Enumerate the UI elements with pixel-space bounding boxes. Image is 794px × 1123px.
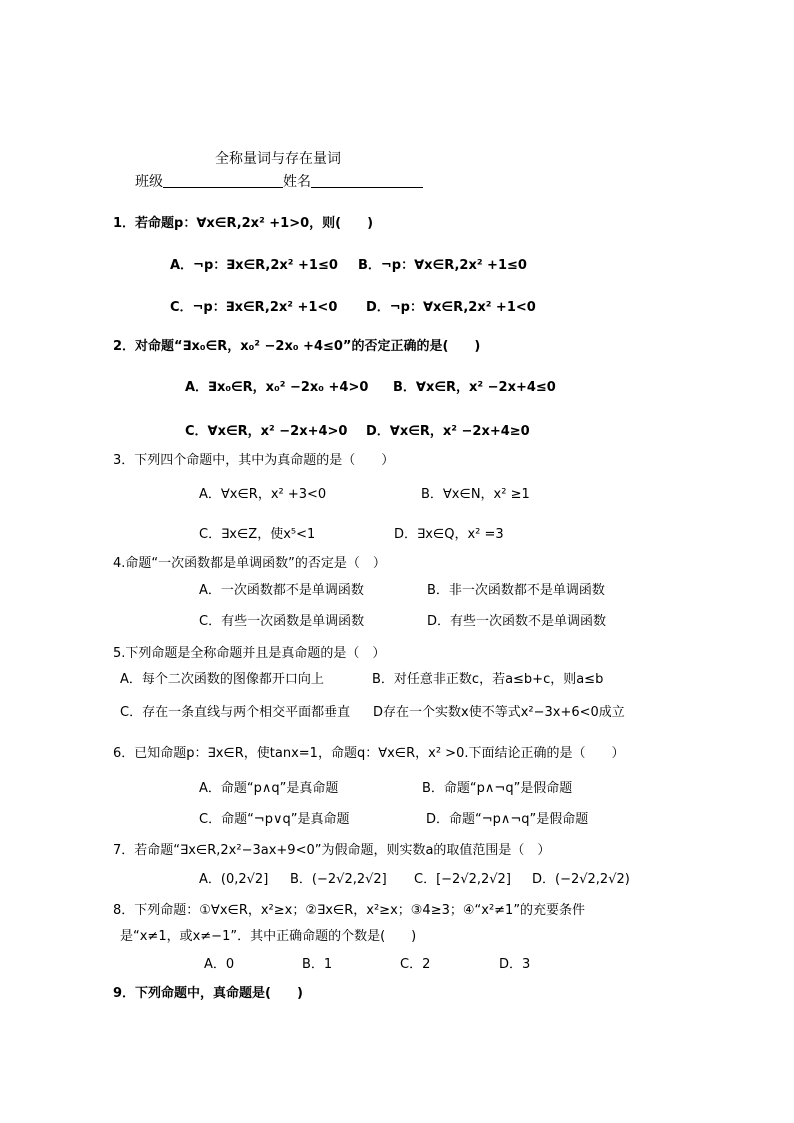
q1-option-b: B．¬p：∀x∈R,2x² +1≤0: [358, 258, 527, 273]
q6-option-a: A．命题“p∧q”是真命题: [199, 781, 339, 796]
q2-option-b: B．∀x∈R，x² −2x+4≤0: [393, 380, 556, 395]
q1-option-a: A．¬p：∃x∈R,2x² +1≤0: [170, 258, 338, 273]
q6-option-d: D．命题“¬p∧¬q”是假命题: [426, 812, 589, 827]
q5-option-b: B．对任意非正数c，若a≤b+c，则a≤b: [372, 672, 604, 687]
class-name-line: [135, 174, 423, 190]
q3-option-a: A．∀x∈R，x² +3<0: [199, 487, 327, 502]
q5-option-a: A．每个二次函数的图像都开口向上: [120, 672, 324, 687]
q1-option-c: C．¬p：∃x∈R,2x² +1<0: [170, 300, 338, 315]
q4-option-a: A．一次函数都不是单调函数: [199, 583, 364, 598]
q6-option-b: B．命题“p∧¬q”是假命题: [422, 781, 573, 796]
q2-stem: 2．对命题“∃x₀∈R，x₀² −2x₀ +4≤0”的否定正确的是( ): [113, 339, 481, 354]
q8-option-a: A．0: [204, 957, 235, 972]
q3-option-d: D．∃x∈Q，x² =3: [394, 527, 504, 542]
q2-option-d: D．∀x∈R，x² −2x+4≥0: [366, 424, 530, 439]
q1-stem: 1．若命题p：∀x∈R,2x² +1>0，则( ): [113, 216, 374, 231]
q7-option-c: C．[−2√2,2√2]: [414, 872, 511, 887]
q4-option-c: C．有些一次函数是单调函数: [199, 614, 365, 629]
q7-option-d: D．(−2√2,2√2): [532, 872, 630, 887]
class-label: 班级: [135, 174, 163, 190]
class-blank: [163, 175, 283, 188]
name-blank: [311, 175, 423, 188]
q5-stem: 5.下列命题是全称命题并且是真命题的是（ ）: [113, 646, 386, 661]
q6-stem: 6．已知命题p：∃x∈R，使tanx=1，命题q：∀x∈R，x² >0.下面结论正确的是（ ）: [113, 746, 625, 761]
q4-option-d: D．有些一次函数不是单调函数: [427, 614, 607, 629]
q8-option-d: D．3: [499, 957, 531, 972]
q7-option-a: A．(0,2√2]: [199, 872, 269, 887]
page-title: 全称量词与存在量词: [215, 151, 341, 167]
q8-stem: 8．下列命题：①∀x∈R，x²≥x；②∃x∈R，x²≥x；③4≥3；④“x²≠1”的充要条件: [113, 903, 586, 918]
q8-stem-continuation: 是“x≠1，或x≠−1”．其中正确命题的个数是( ): [120, 929, 417, 944]
q4-option-b: B．非一次函数都不是单调函数: [427, 583, 605, 598]
q3-option-b: B．∀x∈N，x² ≥1: [421, 487, 530, 502]
q8-option-c: C．2: [400, 957, 431, 972]
q5-option-d: D存在一个实数x使不等式x²−3x+6<0成立: [373, 705, 625, 720]
name-label: 姓名: [283, 174, 311, 190]
q5-option-c: C．存在一条直线与两个相交平面都垂直: [120, 705, 351, 720]
q7-stem: 7．若命题“∃x∈R,2x²−3ax+9<0”为假命题，则实数a的取值范围是（ ）: [113, 843, 551, 858]
q4-stem: 4.命题“一次函数都是单调函数”的否定是（ ）: [113, 556, 386, 571]
q7-option-b: B．(−2√2,2√2]: [290, 872, 387, 887]
q2-option-c: C．∀x∈R，x² −2x+4>0: [185, 424, 348, 439]
q1-option-d: D．¬p：∀x∈R,2x² +1<0: [366, 300, 536, 315]
q3-stem: 3．下列四个命题中，其中为真命题的是（ ）: [113, 453, 395, 468]
q6-option-c: C．命题“¬p∨q”是真命题: [199, 812, 350, 827]
q3-option-c: C．∃x∈Z，使x⁵<1: [199, 527, 316, 542]
q2-option-a: A．∃x₀∈R，x₀² −2x₀ +4>0: [185, 380, 369, 395]
q8-option-b: B．1: [302, 957, 333, 972]
q9-stem: 9．下列命题中，真命题是( ): [113, 986, 303, 1001]
